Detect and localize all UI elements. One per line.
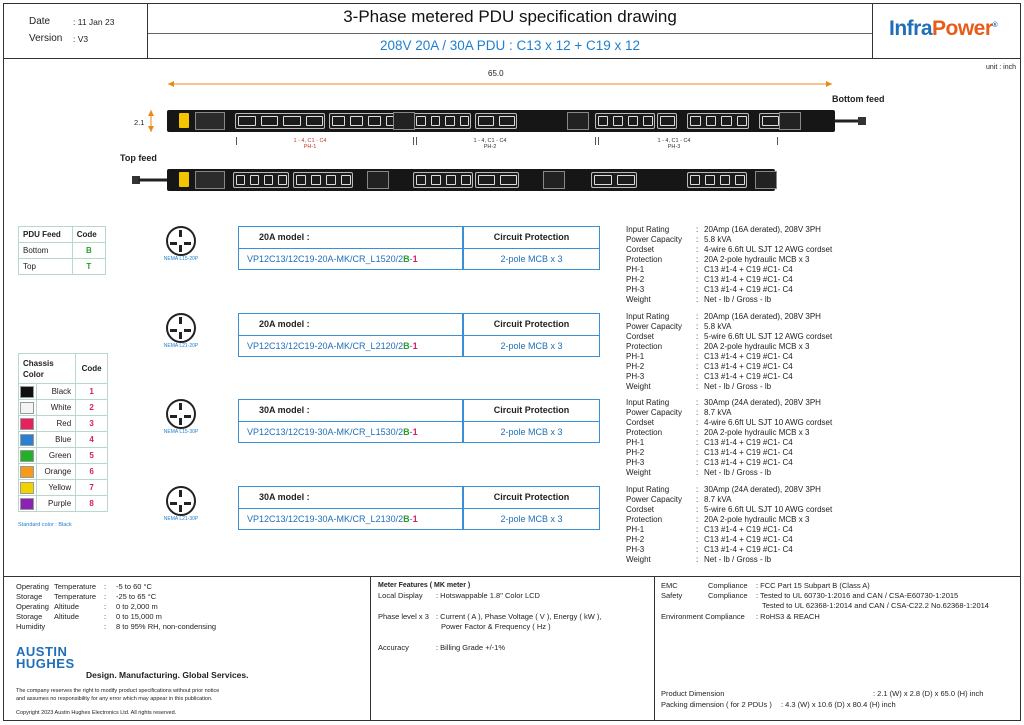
header-title-box	[148, 3, 873, 59]
spec-value: C13 #1-4 + C19 #C1- C4	[704, 525, 793, 534]
spec-key: Power Capacity	[626, 495, 683, 504]
length-value: 65.0	[488, 69, 504, 78]
part-number: VP12C13/12C19-30A-MK/CR_L2130/2B-1	[247, 514, 418, 524]
spec-key: PH-3	[626, 372, 645, 381]
outlet-socket	[478, 116, 494, 126]
spec-colon: :	[696, 545, 699, 554]
breaker	[779, 112, 801, 130]
spec-key: PH-1	[626, 265, 645, 274]
model-specs	[626, 398, 926, 488]
breaker	[543, 171, 565, 189]
pdu-top-feed	[167, 169, 775, 191]
spec-value: C13 #1-4 + C19 #C1- C4	[704, 362, 793, 371]
spec-key: Weight	[626, 295, 651, 304]
outlet-socket	[643, 116, 653, 126]
color-name: Orange	[37, 464, 76, 480]
spec-colon: :	[696, 352, 699, 361]
outlet-socket	[735, 175, 745, 185]
env-key: Operating	[16, 582, 49, 591]
nema-label: NEMA L21-20P	[163, 343, 199, 349]
spec-value: 4-wire 6.6ft UL SJT 12 AWG cordset	[704, 245, 833, 254]
nema-plug-icon	[166, 399, 196, 429]
code-bottom: B	[72, 243, 105, 259]
copyright: Copyright 2023 Austin Hughes Electronics Ltd. All rights reserved.	[16, 710, 177, 716]
model-box	[238, 486, 600, 530]
bottom-feed-cord	[834, 114, 868, 128]
spec-colon: :	[696, 525, 699, 534]
color-code: 7	[76, 480, 108, 496]
spec-colon: :	[696, 245, 699, 254]
outlet-socket	[598, 116, 608, 126]
env-colon: :	[104, 612, 107, 621]
spec-value: C13 #1-4 + C19 #C1- C4	[704, 545, 793, 554]
outlet-socket	[500, 175, 517, 185]
spec-value: Net - lb / Gross - lb	[704, 468, 772, 477]
spec-colon: :	[696, 362, 699, 371]
spec-colon: :	[696, 458, 699, 467]
outlet-socket	[499, 116, 515, 126]
spec-colon: :	[696, 342, 699, 351]
height-value: 2.1	[134, 118, 145, 127]
color-swatch	[19, 416, 37, 432]
spec-value: C13 #1-4 + C19 #C1- C4	[704, 458, 793, 467]
spec-key: Power Capacity	[626, 235, 683, 244]
breaker	[393, 112, 415, 130]
env-colon: :	[104, 582, 107, 591]
part-number: VP12C13/12C19-30A-MK/CR_L1530/2B-1	[247, 427, 418, 437]
color-swatch	[19, 464, 37, 480]
spec-colon: :	[696, 408, 699, 417]
env-value: 0 to 15,000 m	[116, 612, 162, 621]
outlet-socket	[720, 175, 730, 185]
header-logo-box	[873, 3, 1021, 59]
nema-plug-icon	[166, 486, 196, 516]
outlet-socket	[690, 116, 701, 126]
spec-colon: :	[696, 225, 699, 234]
spec-value: 20A 2-pole hydraulic MCB x 3	[704, 255, 810, 264]
model-specs	[626, 225, 926, 315]
footer-col-divider-2	[654, 576, 655, 721]
spec-key: PH-3	[626, 545, 645, 554]
spec-colon: :	[696, 535, 699, 544]
outlet-socket	[416, 175, 426, 185]
model-box	[238, 226, 600, 270]
spec-value: 5-wire 6.6ft UL SJT 10 AWG cordset	[704, 505, 833, 514]
protection-value: 2-pole MCB x 3	[500, 341, 563, 351]
env-key2: Altitude	[54, 612, 80, 621]
outlet-socket	[296, 175, 306, 185]
protection-header: Circuit Protection	[493, 319, 570, 329]
outlet-socket	[660, 116, 675, 126]
env-key: Storage	[16, 612, 43, 621]
color-name: White	[37, 400, 76, 416]
spec-key: Weight	[626, 555, 651, 564]
nema-label: NEMA L15-20P	[163, 256, 199, 262]
top-feed-label: Top feed	[120, 153, 157, 163]
outlet-socket	[326, 175, 336, 185]
spec-value: 20A 2-pole hydraulic MCB x 3	[704, 342, 810, 351]
outlet-socket	[332, 116, 345, 126]
spec-key: PH-2	[626, 535, 645, 544]
outlet-socket	[350, 116, 363, 126]
spec-key: Input Rating	[626, 485, 670, 494]
chassis-color-table	[18, 353, 108, 512]
color-swatch	[19, 496, 37, 512]
spec-value: C13 #1-4 + C19 #C1- C4	[704, 275, 793, 284]
spec-value: 20Amp (16A derated), 208V 3PH	[704, 312, 821, 321]
spec-value: C13 #1-4 + C19 #C1- C4	[704, 438, 793, 447]
header-info-box	[3, 3, 148, 59]
spec-colon: :	[696, 418, 699, 427]
breaker	[367, 171, 389, 189]
protection-value: 2-pole MCB x 3	[500, 514, 563, 524]
outlet-socket	[690, 175, 700, 185]
outlet-socket	[737, 116, 748, 126]
spec-value: C13 #1-4 + C19 #C1- C4	[704, 372, 793, 381]
spec-colon: :	[696, 495, 699, 504]
chassis-row	[19, 384, 108, 400]
spec-colon: :	[696, 255, 699, 264]
outlet-socket	[446, 175, 456, 185]
spec-value: Net - lb / Gross - lb	[704, 555, 772, 564]
spec-colon: :	[696, 428, 699, 437]
env-key2: Temperature	[54, 592, 97, 601]
model-box	[238, 399, 600, 443]
spec-key: Protection	[626, 342, 663, 351]
page-subtitle: 208V 20A / 30A PDU : C13 x 12 + C19 x 12	[379, 38, 641, 53]
spec-key: Protection	[626, 515, 663, 524]
env-key: Humidity	[16, 622, 46, 631]
spec-colon: :	[696, 468, 699, 477]
chassis-code-header: Code	[76, 354, 108, 384]
spec-value: 4-wire 6.6ft UL SJT 10 AWG cordset	[704, 418, 833, 427]
spec-value: C13 #1-4 + C19 #C1- C4	[704, 352, 793, 361]
spec-key: Weight	[626, 382, 651, 391]
color-swatch	[19, 384, 37, 400]
feed-top: Top	[19, 259, 73, 275]
ph2-label: 1 - 4, C1 - C4 PH-2	[473, 138, 507, 150]
outlet-socket	[617, 175, 635, 185]
outlet-socket	[416, 116, 426, 126]
spec-key: Weight	[626, 468, 651, 477]
part-number: VP12C13/12C19-20A-MK/CR_L1520/2B-1	[247, 254, 418, 264]
spec-key: PH-1	[626, 438, 645, 447]
nema-label: NEMA L21-30P	[163, 516, 199, 522]
color-name: Yellow	[37, 480, 76, 496]
spec-colon: :	[696, 312, 699, 321]
spec-key: PH-1	[626, 525, 645, 534]
color-name: Purple	[37, 496, 76, 512]
feed-header: PDU Feed	[19, 227, 73, 243]
date-label: Date	[29, 16, 51, 27]
outlet-socket	[306, 116, 324, 126]
model-specs	[626, 312, 926, 402]
version-value: : V3	[73, 34, 89, 44]
outlet-socket	[762, 116, 779, 126]
spec-key: Power Capacity	[626, 408, 683, 417]
spec-key: Cordset	[626, 418, 655, 427]
code-header: Code	[72, 227, 105, 243]
outlet-socket	[613, 116, 623, 126]
chassis-row	[19, 480, 108, 496]
outlet-socket	[721, 116, 732, 126]
meter-display	[195, 171, 225, 189]
model-title: 30A model :	[259, 405, 310, 415]
code-top: T	[72, 259, 105, 275]
spec-value: C13 #1-4 + C19 #C1- C4	[704, 285, 793, 294]
spec-value: 20Amp (16A derated), 208V 3PH	[704, 225, 821, 234]
spec-colon: :	[696, 555, 699, 564]
spec-value: 5.8 kVA	[704, 235, 732, 244]
infrapower-logo: InfraPower®	[889, 17, 998, 40]
spec-key: PH-1	[626, 352, 645, 361]
chassis-header: Chassis Color	[19, 354, 76, 384]
spec-colon: :	[696, 295, 699, 304]
page-title: 3-Phase metered PDU specification drawing	[343, 7, 677, 26]
spec-key: PH-2	[626, 448, 645, 457]
chassis-row	[19, 448, 108, 464]
spec-colon: :	[696, 275, 699, 284]
bottom-feed-label: Bottom feed	[832, 94, 885, 104]
color-code: 8	[76, 496, 108, 512]
spec-colon: :	[696, 515, 699, 524]
outlet-socket	[368, 116, 381, 126]
top-feed-cord	[130, 173, 170, 187]
outlet-socket	[706, 116, 717, 126]
standard-color-note: Standard color : Black	[18, 522, 72, 528]
outlet-socket	[250, 175, 259, 185]
color-code: 2	[76, 400, 108, 416]
model-specs	[626, 485, 926, 575]
header-divider	[148, 33, 872, 34]
spec-value: C13 #1-4 + C19 #C1- C4	[704, 265, 793, 274]
color-code: 6	[76, 464, 108, 480]
spec-colon: :	[696, 285, 699, 294]
outlet-socket	[341, 175, 351, 185]
protection-header: Circuit Protection	[493, 232, 570, 242]
outlet-socket	[478, 175, 495, 185]
spec-value: C13 #1-4 + C19 #C1- C4	[704, 535, 793, 544]
env-value: -5 to 60 °C	[116, 582, 152, 591]
env-key: Storage	[16, 592, 43, 601]
outlet-socket	[264, 175, 273, 185]
breaker	[755, 171, 777, 189]
outlet-socket	[445, 116, 455, 126]
spec-key: PH-2	[626, 275, 645, 284]
unit-label: unit : inch	[986, 64, 1016, 71]
outlet-socket	[460, 116, 470, 126]
protection-header: Circuit Protection	[493, 405, 570, 415]
spec-colon: :	[696, 382, 699, 391]
spec-key: Input Rating	[626, 225, 670, 234]
env-key2: Temperature	[54, 582, 97, 591]
outlet-socket	[311, 175, 321, 185]
spec-value: C13 #1-4 + C19 #C1- C4	[704, 448, 793, 457]
env-value: 0 to 2,000 m	[116, 602, 158, 611]
spec-colon: :	[696, 265, 699, 274]
chassis-row	[19, 432, 108, 448]
protection-value: 2-pole MCB x 3	[500, 254, 563, 264]
spec-key: Input Rating	[626, 398, 670, 407]
color-name: Red	[37, 416, 76, 432]
meter-indicator	[179, 113, 189, 128]
chassis-row	[19, 496, 108, 512]
color-code: 1	[76, 384, 108, 400]
outlet-socket	[431, 175, 441, 185]
env-key2: Altitude	[54, 602, 80, 611]
model-title: 20A model :	[259, 232, 310, 242]
env-value: 8 to 95% RH, non-condensing	[116, 622, 217, 631]
meter-display	[195, 112, 225, 130]
outlet-socket	[283, 116, 301, 126]
nema-label: NEMA L15-30P	[163, 429, 199, 435]
part-number: VP12C13/12C19-20A-MK/CR_L2120/2B-1	[247, 341, 418, 351]
outlet-socket	[705, 175, 715, 185]
chassis-row	[19, 416, 108, 432]
model-title: 30A model :	[259, 492, 310, 502]
color-swatch	[19, 432, 37, 448]
color-swatch	[19, 400, 37, 416]
outlet-socket	[461, 175, 471, 185]
ph1-label: 1 - 4, C1 - C4 PH-1	[293, 138, 327, 150]
color-code: 3	[76, 416, 108, 432]
spec-value: 20A 2-pole hydraulic MCB x 3	[704, 428, 810, 437]
spec-value: Net - lb / Gross - lb	[704, 295, 772, 304]
model-box	[238, 313, 600, 357]
outlet-socket	[628, 116, 638, 126]
spec-colon: :	[696, 235, 699, 244]
spec-key: Power Capacity	[626, 322, 683, 331]
protection-header: Circuit Protection	[493, 492, 570, 502]
disclaimer: The company reserves the right to modify product specifications without prior notice and assumes no responsibility for any error which may appear in this publication.	[16, 688, 220, 702]
breaker	[567, 112, 589, 130]
color-swatch	[19, 448, 37, 464]
footer-col-divider-1	[370, 576, 371, 721]
spec-key: PH-2	[626, 362, 645, 371]
spec-key: PH-3	[626, 458, 645, 467]
spec-colon: :	[696, 332, 699, 341]
outlet-socket	[261, 116, 279, 126]
spec-key: Protection	[626, 428, 663, 437]
spec-value: 8.7 kVA	[704, 495, 732, 504]
footer-divider	[3, 576, 1021, 577]
color-name: Blue	[37, 432, 76, 448]
chassis-row	[19, 400, 108, 416]
color-code: 4	[76, 432, 108, 448]
color-code: 5	[76, 448, 108, 464]
height-dimension	[144, 108, 158, 134]
spec-value: 30Amp (24A derated), 208V 3PH	[704, 485, 821, 494]
protection-value: 2-pole MCB x 3	[500, 427, 563, 437]
spec-colon: :	[696, 448, 699, 457]
spec-key: Cordset	[626, 505, 655, 514]
spec-value: 5-wire 6.6ft UL SJT 12 AWG cordset	[704, 332, 833, 341]
ph3-label: 1 - 4, C1 - C4 PH-3	[657, 138, 691, 150]
chassis-row	[19, 464, 108, 480]
spec-key: Cordset	[626, 245, 655, 254]
color-swatch	[19, 480, 37, 496]
spec-colon: :	[696, 322, 699, 331]
spec-colon: :	[696, 372, 699, 381]
spec-colon: :	[696, 398, 699, 407]
outlet-socket	[238, 116, 256, 126]
spec-value: 5.8 kVA	[704, 322, 732, 331]
date-value: : 11 Jan 23	[73, 17, 115, 27]
meter-indicator	[179, 172, 189, 187]
spec-value: 8.7 kVA	[704, 408, 732, 417]
env-value: -25 to 65 °C	[116, 592, 157, 601]
austin-hughes-logo: AUSTIN HUGHES	[16, 644, 75, 671]
outlet-socket	[278, 175, 287, 185]
spec-value: 30Amp (24A derated), 208V 3PH	[704, 398, 821, 407]
spec-key: PH-3	[626, 285, 645, 294]
spec-colon: :	[696, 438, 699, 447]
pdu-bottom-feed	[167, 110, 835, 132]
nema-plug-icon	[166, 313, 196, 343]
tagline: Design. Manufacturing. Global Services.	[86, 670, 249, 680]
spec-key: Protection	[626, 255, 663, 264]
feed-bottom: Bottom	[19, 243, 73, 259]
env-key: Operating	[16, 602, 49, 611]
pdu-feed-table	[18, 226, 106, 275]
env-colon: :	[104, 622, 107, 631]
outlet-socket	[236, 175, 245, 185]
env-colon: :	[104, 602, 107, 611]
spec-value: 20A 2-pole hydraulic MCB x 3	[704, 515, 810, 524]
color-name: Black	[37, 384, 76, 400]
outlet-socket	[594, 175, 612, 185]
color-name: Green	[37, 448, 76, 464]
spec-value: Net - lb / Gross - lb	[704, 382, 772, 391]
nema-plug-icon	[166, 226, 196, 256]
env-colon: :	[104, 592, 107, 601]
spec-key: Input Rating	[626, 312, 670, 321]
spec-key: Cordset	[626, 332, 655, 341]
spec-colon: :	[696, 505, 699, 514]
version-label: Version	[29, 33, 63, 44]
outlet-socket	[431, 116, 441, 126]
spec-colon: :	[696, 485, 699, 494]
model-title: 20A model :	[259, 319, 310, 329]
